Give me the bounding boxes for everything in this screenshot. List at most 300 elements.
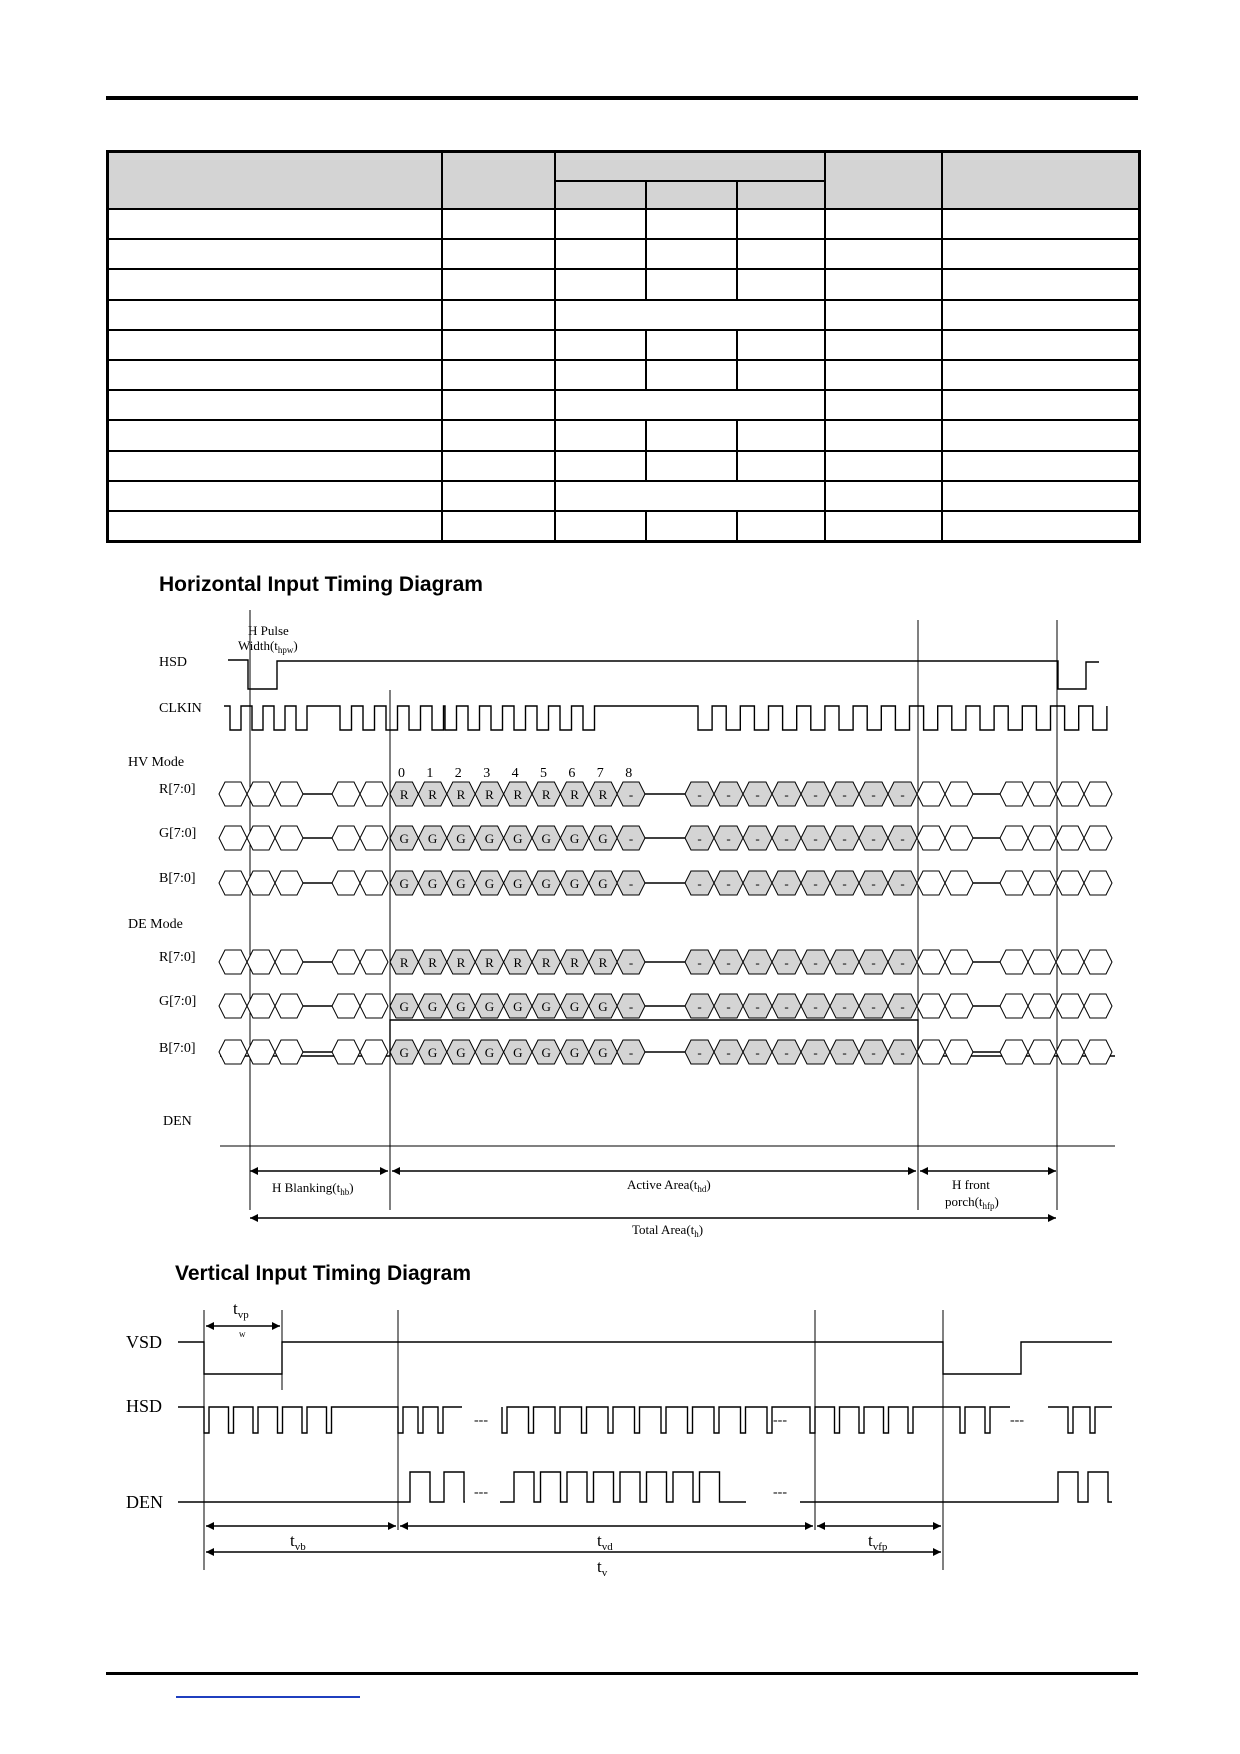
hv-b-cell-label: G	[456, 876, 466, 891]
spec-cell	[108, 330, 442, 360]
hv-b-cell	[945, 871, 973, 895]
de-r-cell-label: -	[697, 955, 702, 970]
hv-b-cell	[360, 871, 388, 895]
hv-r-cell	[247, 782, 275, 806]
spec-cell	[737, 239, 825, 269]
footer-link[interactable]	[176, 1678, 360, 1698]
spec-cell	[825, 481, 942, 511]
spec-cell	[108, 239, 442, 269]
spec-cell	[646, 360, 737, 390]
spec-cell	[737, 330, 825, 360]
spec-row	[108, 481, 1140, 511]
den-label: DEN	[163, 1114, 192, 1129]
timing-spec-table	[106, 150, 1141, 543]
spec-header-cell	[108, 152, 442, 209]
de-g-cell-label: G	[598, 999, 608, 1014]
de-g-label: G[7:0]	[159, 994, 197, 1009]
de-b-cell	[1000, 1040, 1028, 1064]
de-g-cell	[1028, 994, 1056, 1018]
de-r-cell-label: -	[628, 955, 634, 970]
spec-cell	[555, 209, 646, 239]
de-b-cell	[332, 1040, 360, 1064]
spec-cell	[737, 451, 825, 481]
de-r-cell	[1000, 950, 1028, 974]
hv-r-cell-label: R	[513, 787, 523, 802]
h-blanking-label: H $Blanking(t_{hb})$	[272, 1180, 354, 1197]
hv-b-cell-label: G	[399, 876, 409, 891]
pixel-index: 4	[511, 766, 519, 781]
v-hsd-waveform	[502, 1407, 800, 1433]
de-g-cell	[1000, 994, 1028, 1018]
hv-b-cell	[1056, 871, 1084, 895]
footer-rule	[106, 1672, 1138, 1675]
vertical-timing-diagram	[0, 1290, 1240, 1590]
hv-r-cell-label: -	[755, 787, 760, 802]
spec-row	[108, 511, 1140, 541]
spec-cell	[825, 209, 942, 239]
spec-row	[108, 209, 1140, 239]
de-b-cell-label: G	[399, 1045, 409, 1060]
de-g-cell-label: -	[842, 999, 847, 1014]
spec-cell	[646, 209, 737, 239]
hv-g-cell-label: -	[697, 831, 702, 846]
hv-b-label: B[7:0]	[159, 871, 196, 886]
pixel-index: 6	[568, 766, 576, 781]
hv-g-cell	[1000, 826, 1028, 850]
spec-cell	[555, 239, 646, 269]
hv-g-cell-label: G	[569, 831, 580, 846]
spec-subheader-cell	[646, 181, 737, 209]
spec-cell	[646, 239, 737, 269]
de-r-cell-label: R	[399, 955, 409, 970]
hv-r-cell-label: R	[428, 787, 437, 802]
hv-b-cell	[247, 871, 275, 895]
hv-b-cell	[219, 871, 247, 895]
spec-cell	[942, 511, 1140, 541]
hv-r-cell-label: -	[871, 787, 876, 802]
de-b-cell	[219, 1040, 247, 1064]
hv-g-cell	[219, 826, 247, 850]
horizontal-diagram-title: Horizontal Input Timing Diagram	[159, 573, 483, 596]
de-b-cell-label: G	[484, 1045, 495, 1060]
hv-r-cell-label: -	[697, 787, 702, 802]
de-r-cell	[275, 950, 303, 974]
spec-cell	[942, 420, 1140, 450]
hv-g-cell-label: G	[598, 831, 608, 846]
de-r-cell-label: R	[598, 955, 608, 970]
de-g-cell-label: G	[513, 999, 523, 1014]
spec-cell	[646, 420, 737, 450]
hv-b-cell-label: -	[813, 876, 818, 891]
spec-row	[108, 330, 1140, 360]
spec-cell	[442, 420, 555, 450]
de-r-cell-label: R	[513, 955, 523, 970]
de-g-cell	[1056, 994, 1084, 1018]
pixel-index: 7	[596, 766, 604, 781]
de-r-cell-label: R	[485, 955, 494, 970]
spec-cell	[737, 209, 825, 239]
hv-g-cell	[1056, 826, 1084, 850]
spec-cell	[646, 330, 737, 360]
clkin-label: CLKIN	[159, 701, 202, 716]
de-b-cell	[917, 1040, 945, 1064]
v-hsd-waveform	[800, 1407, 1010, 1433]
pixel-index: 8	[625, 766, 633, 781]
spec-cell	[942, 330, 1140, 360]
hv-g-cell-label: -	[784, 831, 789, 846]
spec-cell	[108, 511, 442, 541]
de-g-cell-label: -	[755, 999, 760, 1014]
spec-cell	[825, 360, 942, 390]
t-v-label: $t_v$	[597, 1557, 608, 1579]
de-g-cell-label: G	[427, 999, 438, 1014]
hv-g-cell-label: G	[541, 831, 551, 846]
pixel-index: 5	[540, 766, 547, 781]
de-g-cell	[332, 994, 360, 1018]
spec-row	[108, 420, 1140, 450]
de-r-cell	[332, 950, 360, 974]
spec-cell	[942, 451, 1140, 481]
de-g-cell-label: -	[871, 999, 876, 1014]
de-r-cell-label: -	[813, 955, 818, 970]
hv-g-cell-label: G	[427, 831, 438, 846]
de-b-cell	[360, 1040, 388, 1064]
de-r-label: R[7:0]	[159, 950, 196, 965]
de-b-cell-label: -	[755, 1045, 760, 1060]
spec-cell	[555, 481, 825, 511]
hv-r-cell	[917, 782, 945, 806]
spec-cell	[108, 300, 442, 330]
de-g-cell	[945, 994, 973, 1018]
hv-b-cell	[1028, 871, 1056, 895]
hv-r-cell	[275, 782, 303, 806]
de-b-cell-label: -	[784, 1045, 789, 1060]
hv-b-cell-label: -	[842, 876, 847, 891]
de-b-cell	[247, 1040, 275, 1064]
hsd-label: HSD	[159, 655, 188, 670]
hv-g-cell	[360, 826, 388, 850]
hv-b-cell-label: -	[871, 876, 876, 891]
de-g-cell-label: G	[569, 999, 580, 1014]
spec-cell	[825, 300, 942, 330]
spec-cell	[108, 360, 442, 390]
de-b-cell-label: G	[427, 1045, 438, 1060]
de-b-cell-label: G	[541, 1045, 551, 1060]
de-r-cell-label: -	[842, 955, 847, 970]
hv-g-cell-label: G	[456, 831, 466, 846]
de-b-cell-label: G	[456, 1045, 466, 1060]
hv-r-cell	[1056, 782, 1084, 806]
de-g-cell-label: -	[900, 999, 905, 1014]
hv-g-cell	[945, 826, 973, 850]
hv-r-cell	[1000, 782, 1028, 806]
spec-cell	[442, 360, 555, 390]
hv-g-cell-label: G	[399, 831, 409, 846]
pixel-index: 0	[398, 766, 405, 781]
de-g-cell	[1084, 994, 1112, 1018]
spec-cell	[942, 269, 1140, 299]
v-ellipsis: ---	[1010, 1413, 1024, 1428]
hv-r-cell	[219, 782, 247, 806]
hv-mode-label: HV Mode	[128, 755, 185, 770]
v-ellipsis: ---	[474, 1413, 488, 1428]
de-r-cell-label: R	[570, 955, 579, 970]
spec-cell	[825, 239, 942, 269]
hv-g-cell	[247, 826, 275, 850]
de-r-cell-label: R	[428, 955, 437, 970]
hv-g-cell	[332, 826, 360, 850]
vsd-hsd-label: HSD	[126, 1396, 163, 1416]
spec-cell	[555, 330, 646, 360]
hv-r-cell-label: R	[541, 787, 551, 802]
h-front-porch-label: H front	[952, 1177, 990, 1192]
spec-cell	[825, 511, 942, 541]
spec-cell	[825, 330, 942, 360]
v-hsd-waveform	[178, 1407, 462, 1433]
de-g-cell	[219, 994, 247, 1018]
de-g-cell-label: -	[697, 999, 702, 1014]
hv-r-cell-label: R	[570, 787, 579, 802]
de-r-cell	[360, 950, 388, 974]
pixel-index: 1	[426, 766, 434, 781]
de-b-cell	[1056, 1040, 1084, 1064]
hv-g-cell	[917, 826, 945, 850]
hv-r-cell-label: -	[900, 787, 905, 802]
de-b-cell-label: -	[813, 1045, 818, 1060]
de-b-cell-label: -	[900, 1045, 905, 1060]
de-b-cell-label: G	[569, 1045, 580, 1060]
spec-cell	[942, 360, 1140, 390]
active-area-label: Active $Area(t_{hd})$	[627, 1177, 711, 1194]
de-r-cell-label: -	[755, 955, 760, 970]
spec-cell	[442, 239, 555, 269]
t-vpw-label-2: w	[239, 1329, 246, 1339]
de-r-cell-label: -	[900, 955, 905, 970]
hv-b-cell	[1084, 871, 1112, 895]
spec-cell	[108, 451, 442, 481]
de-r-cell	[219, 950, 247, 974]
t-vd-label: $t_{vd}$	[597, 1531, 613, 1553]
vertical-diagram-title: Vertical Input Timing Diagram	[175, 1262, 472, 1285]
de-g-cell	[360, 994, 388, 1018]
spec-cell	[442, 269, 555, 299]
vsd-waveform	[178, 1342, 1112, 1374]
de-g-cell-label: -	[726, 999, 731, 1014]
spec-header-cell	[825, 152, 942, 209]
de-mode-label: DE Mode	[128, 917, 183, 932]
hv-r-cell	[1028, 782, 1056, 806]
hv-g-cell-label: -	[871, 831, 876, 846]
v-ellipsis: ---	[474, 1485, 488, 1500]
spec-cell	[555, 269, 646, 299]
spec-cell	[942, 209, 1140, 239]
de-g-cell-label: G	[456, 999, 466, 1014]
de-r-cell-label: R	[456, 955, 466, 970]
spec-row	[108, 152, 1140, 181]
spec-cell	[825, 451, 942, 481]
spec-cell	[825, 420, 942, 450]
hv-g-cell-label: -	[628, 831, 634, 846]
de-r-cell-label: -	[871, 955, 876, 970]
hv-b-cell	[275, 871, 303, 895]
spec-row	[108, 300, 1140, 330]
v-den-waveform	[178, 1472, 465, 1502]
total-area-label: Total $Area(t_h)$	[632, 1222, 704, 1239]
hv-r-cell-label: R	[598, 787, 608, 802]
hv-g-cell-label: G	[484, 831, 495, 846]
de-g-cell	[275, 994, 303, 1018]
spec-cell	[555, 511, 646, 541]
hv-r-cell-label: -	[726, 787, 731, 802]
spec-cell	[646, 511, 737, 541]
spec-cell	[108, 390, 442, 420]
hv-r-cell-label: -	[842, 787, 847, 802]
de-g-cell-label: G	[484, 999, 495, 1014]
spec-cell	[737, 511, 825, 541]
v-den-waveform	[500, 1472, 746, 1502]
de-g-cell-label: -	[784, 999, 789, 1014]
spec-cell	[825, 269, 942, 299]
spec-cell	[942, 300, 1140, 330]
de-b-cell-label: -	[628, 1045, 634, 1060]
hv-r-cell-label: R	[485, 787, 494, 802]
h-pulse-width-label-2: $Width(t_{hpw})$	[238, 638, 298, 655]
hv-g-cell-label: -	[900, 831, 905, 846]
pixel-index: 3	[483, 766, 491, 781]
hv-r-label: R[7:0]	[159, 782, 196, 797]
spec-cell	[442, 300, 555, 330]
spec-cell	[646, 451, 737, 481]
hv-b-cell-label: G	[427, 876, 438, 891]
de-b-cell-label: -	[842, 1045, 847, 1060]
spec-row	[108, 239, 1140, 269]
spec-cell	[942, 239, 1140, 269]
spec-header-cell	[555, 152, 825, 181]
de-b-cell	[945, 1040, 973, 1064]
hv-b-cell	[917, 871, 945, 895]
spec-cell	[442, 390, 555, 420]
t-vb-label: $t_{vb}$	[290, 1531, 306, 1553]
t-vpw-label: $t_{vp}$	[233, 1299, 249, 1321]
spec-cell	[442, 209, 555, 239]
hv-g-cell-label: -	[726, 831, 731, 846]
de-g-cell-label: G	[399, 999, 409, 1014]
pixel-index: 2	[454, 766, 462, 781]
hv-b-cell	[332, 871, 360, 895]
v-ellipsis: ---	[773, 1485, 787, 1500]
spec-header-cell	[942, 152, 1140, 209]
spec-cell	[555, 300, 825, 330]
de-r-cell	[1056, 950, 1084, 974]
hv-b-cell-label: -	[900, 876, 905, 891]
de-g-cell	[917, 994, 945, 1018]
hv-r-cell-label: -	[813, 787, 818, 802]
hv-r-cell-label: R	[399, 787, 409, 802]
hv-r-cell-label: -	[628, 787, 634, 802]
de-g-cell-label: -	[628, 999, 634, 1014]
hv-g-cell	[1084, 826, 1112, 850]
spec-cell	[555, 390, 825, 420]
spec-cell	[825, 390, 942, 420]
spec-cell	[108, 481, 442, 511]
de-r-cell-label: -	[784, 955, 789, 970]
spec-cell	[942, 481, 1140, 511]
horizontal-timing-diagram	[0, 600, 1240, 1240]
vsd-label: VSD	[126, 1332, 163, 1352]
hv-b-cell-label: -	[755, 876, 760, 891]
de-r-cell-label: -	[726, 955, 731, 970]
de-b-label: B[7:0]	[159, 1041, 196, 1056]
spec-cell	[737, 269, 825, 299]
de-b-cell	[1084, 1040, 1112, 1064]
hv-r-cell-label: R	[456, 787, 466, 802]
hv-r-cell	[360, 782, 388, 806]
spec-cell	[108, 420, 442, 450]
header-rule	[106, 96, 1138, 100]
de-g-cell-label: -	[813, 999, 818, 1014]
h-pulse-width-label: H Pulse	[248, 623, 289, 638]
vsd-den-label: DEN	[126, 1492, 163, 1512]
hv-g-label: G[7:0]	[159, 826, 197, 841]
de-r-cell	[917, 950, 945, 974]
hv-r-cell-label: -	[784, 787, 789, 802]
hv-g-cell	[275, 826, 303, 850]
de-g-cell	[247, 994, 275, 1018]
hv-b-cell-label: -	[628, 876, 634, 891]
hv-r-cell	[945, 782, 973, 806]
spec-cell	[646, 269, 737, 299]
de-r-cell	[1084, 950, 1112, 974]
hv-g-cell-label: -	[813, 831, 818, 846]
de-g-cell-label: G	[541, 999, 551, 1014]
hv-g-cell	[1028, 826, 1056, 850]
de-b-cell	[1028, 1040, 1056, 1064]
spec-cell	[555, 451, 646, 481]
hv-r-cell	[332, 782, 360, 806]
spec-cell	[555, 360, 646, 390]
t-vfp-label: $t_{vfp}$	[868, 1531, 888, 1553]
hv-b-cell-label: G	[569, 876, 580, 891]
de-b-cell-label: -	[871, 1045, 876, 1060]
spec-subheader-cell	[555, 181, 646, 209]
hv-b-cell-label: -	[784, 876, 789, 891]
spec-row	[108, 451, 1140, 481]
de-b-cell-label: G	[513, 1045, 523, 1060]
clkin-waveform	[224, 706, 1107, 730]
hv-b-cell-label: -	[726, 876, 731, 891]
spec-row	[108, 390, 1140, 420]
spec-cell	[442, 481, 555, 511]
de-r-cell-label: R	[541, 955, 551, 970]
spec-cell	[108, 209, 442, 239]
spec-header-cell	[442, 152, 555, 209]
hv-b-cell-label: -	[697, 876, 702, 891]
spec-subheader-cell	[737, 181, 825, 209]
hv-b-cell-label: G	[598, 876, 608, 891]
hv-r-cell	[1084, 782, 1112, 806]
hv-g-cell-label: -	[842, 831, 847, 846]
hv-g-cell-label: -	[755, 831, 760, 846]
hv-b-cell	[1000, 871, 1028, 895]
spec-cell	[942, 390, 1140, 420]
de-b-cell-label: -	[726, 1045, 731, 1060]
spec-cell	[737, 420, 825, 450]
h-front-porch-label-2: $porch(t_{hfp})$	[945, 1194, 999, 1211]
de-r-cell	[945, 950, 973, 974]
spec-cell	[442, 511, 555, 541]
spec-row	[108, 360, 1140, 390]
de-b-cell-label: G	[598, 1045, 608, 1060]
